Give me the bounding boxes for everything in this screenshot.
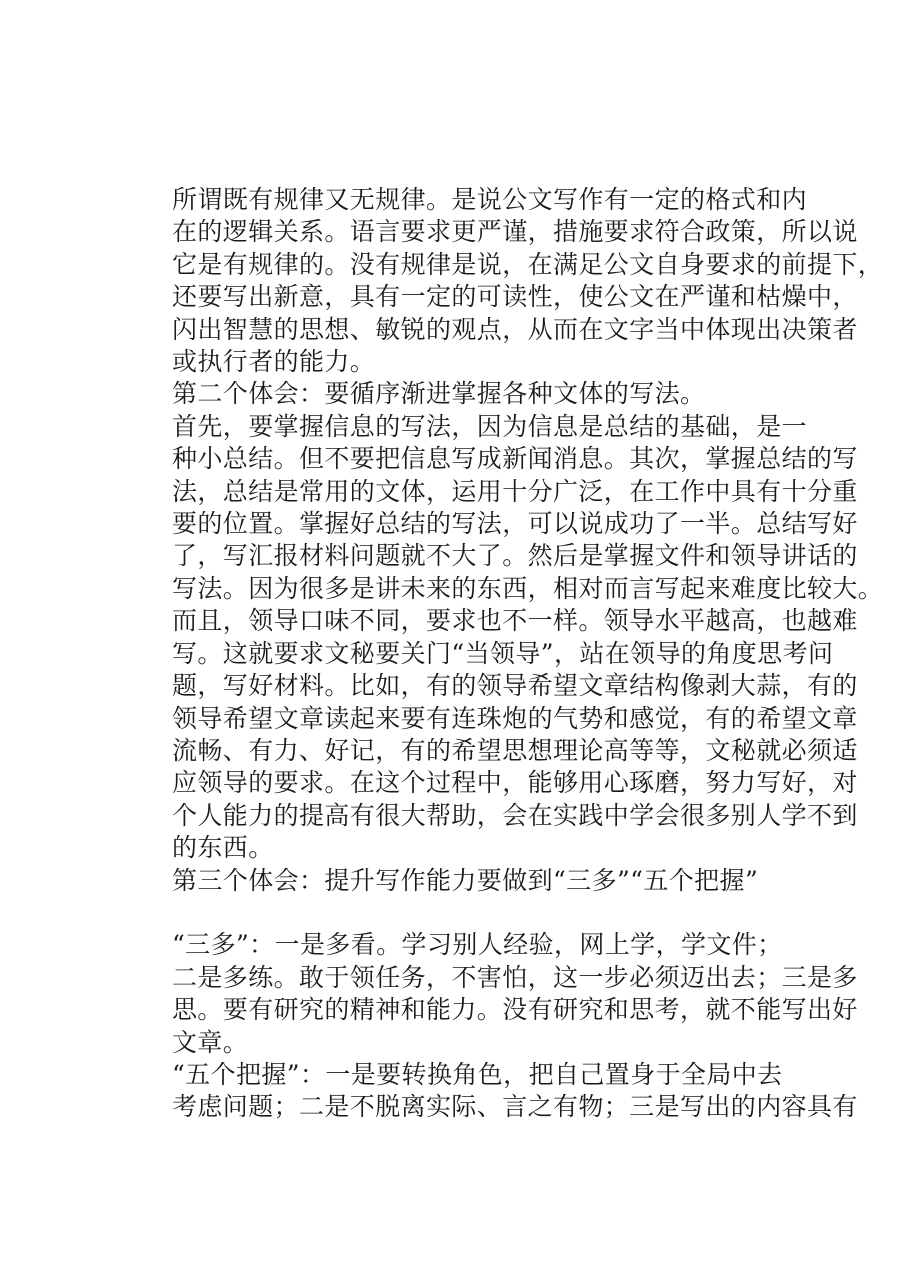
text-line: 二是多练。敢于领任务，不害怕，这一步必须迈出去；三是多 xyxy=(172,962,858,992)
text-line: 法，总结是常用的文体，运用十分广泛，在工作中具有十分重 xyxy=(172,476,858,506)
text-line: 第二个体会：要循序渐进掌握各种文体的写法。 xyxy=(172,379,706,409)
text-line: 要的位置。掌握好总结的写法，可以说成功了一半。总结写好 xyxy=(172,509,858,539)
paragraph-three-more xyxy=(122,929,858,1059)
text-line: 题，写好材料。比如，有的领导希望文章结构像剥大蒜，有的 xyxy=(172,671,858,701)
text-line: “五个把握”：一是要转换角色，把自己置身于全局中去 xyxy=(172,1059,783,1089)
text-line: 的东西。 xyxy=(172,833,274,863)
text-line: 写法。因为很多是讲未来的东西，相对而言写起来难度比较大。 xyxy=(172,573,884,603)
text-line: 应领导的要求。在这个过程中，能够用心琢磨，努力写好，对 xyxy=(172,768,858,798)
text-line: 流畅、有力、好记，有的希望思想理论高等等，文秘就必须适 xyxy=(172,735,858,765)
paragraph-five-grasps xyxy=(122,1059,858,1124)
text-line: 它是有规律的。没有规律是说，在满足公文自身要求的前提下， xyxy=(172,249,884,279)
document-body xyxy=(122,184,884,1124)
text-line: 思。要有研究的精神和能力。没有研究和思考，就不能写出好 xyxy=(172,995,858,1025)
paragraph-writing-methods xyxy=(122,411,884,865)
text-line: 第三个体会：提升写作能力要做到“三多”“五个把握” xyxy=(172,865,759,895)
text-line: “三多”：一是多看。学习别人经验，网上学，学文件； xyxy=(172,930,783,960)
text-line: 领导希望文章读起来要有连珠炮的气势和感觉，有的希望文章 xyxy=(172,703,858,733)
text-line: 了，写汇报材料问题就不大了。然后是掌握文件和领导讲话的 xyxy=(172,541,858,571)
text-line: 在的逻辑关系。语言要求更严谨，措施要求符合政策，所以说 xyxy=(172,217,858,247)
text-line: 还要写出新意，具有一定的可读性，使公文在严谨和枯燥中， xyxy=(172,282,858,312)
blank-line xyxy=(122,897,802,929)
heading-second-insight xyxy=(122,378,802,410)
paragraph-rules xyxy=(122,184,884,378)
text-line: 或执行者的能力。 xyxy=(172,347,376,377)
text-line: 种小总结。但不要把信息写成新闻消息。其次，掌握总结的写 xyxy=(172,444,858,474)
text-line: 而且，领导口味不同，要求也不一样。领导水平越高，也越难 xyxy=(172,606,858,636)
text-line: 所谓既有规律又无规律。是说公文写作有一定的格式和内 xyxy=(172,185,808,214)
text-line: 首先，要掌握信息的写法，因为信息是总结的基础，是一 xyxy=(172,411,808,441)
text-line: 写。这就要求文秘要关门“当领导”，站在领导的角度思考问 xyxy=(172,638,834,668)
text-line: 闪出智慧的思想、敏锐的观点，从而在文字当中体现出决策者 xyxy=(172,314,858,344)
heading-third-insight xyxy=(122,865,802,897)
text-line: 考虑问题；二是不脱离实际、言之有物；三是写出的内容具有 xyxy=(172,1092,858,1122)
text-line: 个人能力的提高有很大帮助，会在实践中学会很多别人学不到 xyxy=(172,800,858,830)
text-line: 文章。 xyxy=(172,1027,249,1057)
